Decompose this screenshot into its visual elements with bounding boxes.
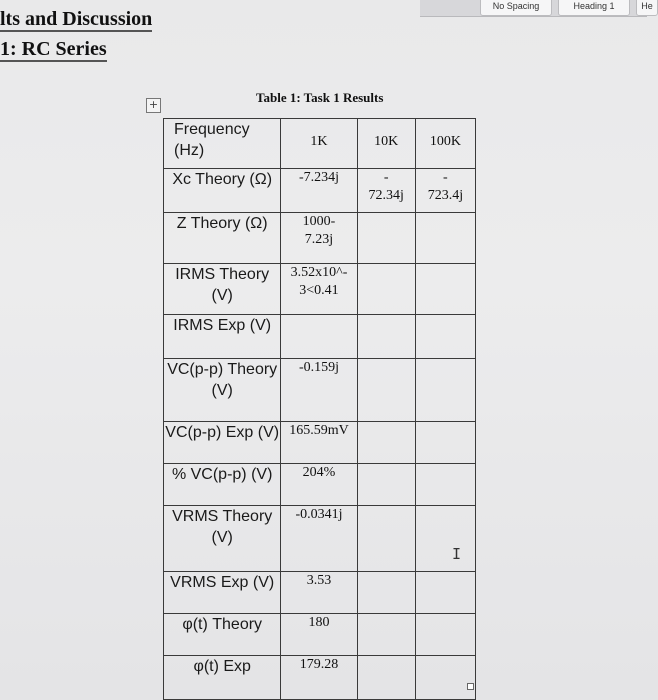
cell[interactable]: 204% — [281, 464, 357, 506]
cell[interactable] — [357, 264, 415, 315]
row-label[interactable]: VC(p-p) Theory (V) — [164, 359, 281, 422]
table-caption: Table 1: Task 1 Results — [256, 90, 384, 105]
style-ribbon — [420, 0, 653, 17]
cell[interactable]: - 72.34j — [357, 169, 415, 213]
results-table — [163, 118, 476, 700]
text-cursor-icon: I — [452, 545, 462, 563]
header-frequency[interactable]: Frequency (Hz) — [164, 119, 281, 169]
cell[interactable] — [357, 656, 415, 700]
table-row — [164, 315, 476, 359]
row-label[interactable]: IRMS Theory (V) — [164, 264, 281, 315]
header-1k[interactable]: 1K — [281, 119, 357, 169]
cell[interactable] — [281, 315, 357, 359]
table-row — [164, 264, 476, 315]
table-row — [164, 464, 476, 506]
cell[interactable]: - 723.4j — [415, 169, 475, 213]
cell[interactable] — [415, 213, 475, 264]
subsection-heading: 1: RC Series — [0, 38, 107, 60]
row-label[interactable]: Xc Theory (Ω) — [164, 169, 281, 213]
cell[interactable] — [415, 315, 475, 359]
table-row — [164, 213, 476, 264]
row-label[interactable]: φ(t) Exp — [164, 656, 281, 700]
row-label[interactable]: VC(p-p) Exp (V) — [164, 422, 281, 464]
cell[interactable]: 165.59mV — [281, 422, 357, 464]
cell[interactable] — [357, 315, 415, 359]
cell[interactable]: 3.53 — [281, 572, 357, 614]
cell[interactable] — [357, 572, 415, 614]
cell[interactable]: 1000- 7.23j — [281, 213, 357, 264]
cell[interactable] — [415, 422, 475, 464]
table-resize-handle[interactable] — [467, 683, 474, 690]
cell[interactable] — [357, 506, 415, 572]
cell[interactable] — [415, 572, 475, 614]
style-heading-2[interactable]: He — [636, 0, 658, 16]
cell[interactable]: -7.234j — [281, 169, 357, 213]
row-label[interactable]: φ(t) Theory — [164, 614, 281, 656]
cell[interactable] — [357, 359, 415, 422]
style-no-spacing[interactable]: No Spacing — [480, 0, 552, 16]
table-row — [164, 656, 476, 700]
cell[interactable]: 179.28 — [281, 656, 357, 700]
table-header-row — [164, 119, 476, 169]
table-move-handle-icon[interactable]: + — [146, 98, 161, 113]
section-heading: lts and Discussion — [0, 8, 153, 30]
cell[interactable]: -0.0341j — [281, 506, 357, 572]
header-10k[interactable]: 10K — [357, 119, 415, 169]
cell[interactable] — [415, 264, 475, 315]
cell[interactable] — [415, 506, 475, 572]
cell[interactable] — [415, 359, 475, 422]
style-heading-1[interactable]: Heading 1 — [558, 0, 630, 16]
row-label[interactable]: VRMS Theory (V) — [164, 506, 281, 572]
cell[interactable]: 180 — [281, 614, 357, 656]
row-label[interactable]: Z Theory (Ω) — [164, 213, 281, 264]
cell[interactable] — [357, 464, 415, 506]
row-label[interactable]: VRMS Exp (V) — [164, 572, 281, 614]
cell[interactable] — [357, 422, 415, 464]
cell[interactable] — [415, 656, 475, 700]
cell[interactable] — [357, 213, 415, 264]
cell[interactable]: 3.52x10^- 3<0.41 — [281, 264, 357, 315]
table-row — [164, 506, 476, 572]
header-100k[interactable]: 100K — [415, 119, 475, 169]
cell[interactable] — [415, 464, 475, 506]
cell[interactable]: -0.159j — [281, 359, 357, 422]
table-row — [164, 169, 476, 213]
row-label[interactable]: % VC(p-p) (V) — [164, 464, 281, 506]
row-label[interactable]: IRMS Exp (V) — [164, 315, 281, 359]
cell[interactable] — [357, 614, 415, 656]
table-row — [164, 422, 476, 464]
table-row — [164, 572, 476, 614]
cell[interactable] — [415, 614, 475, 656]
table-row — [164, 359, 476, 422]
table-row — [164, 614, 476, 656]
